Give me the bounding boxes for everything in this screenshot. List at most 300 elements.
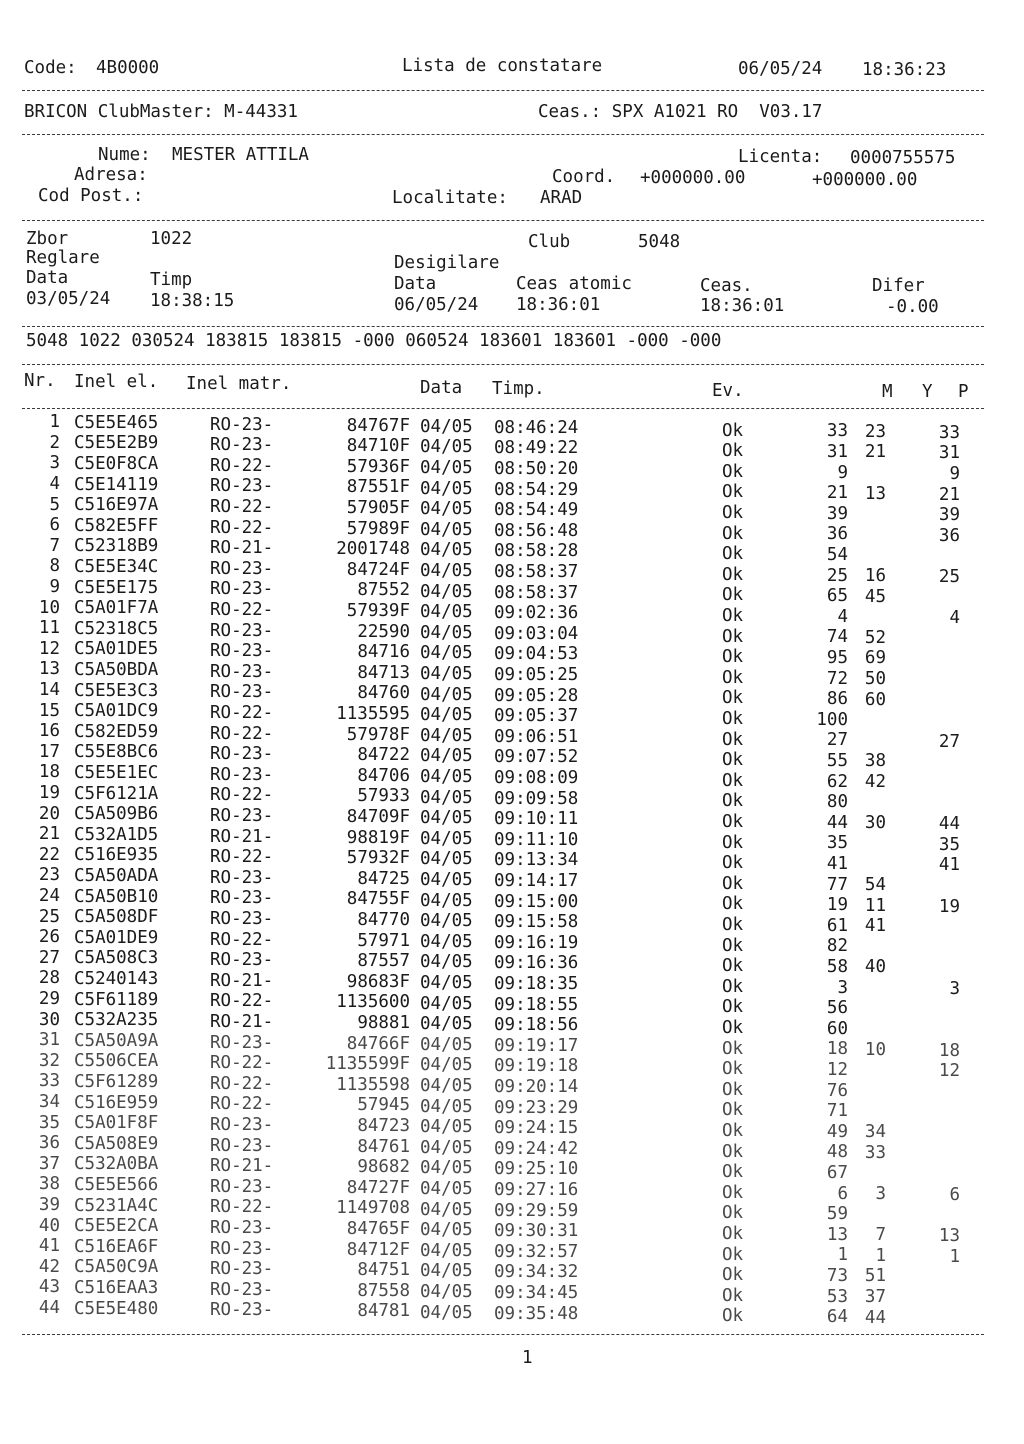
cell-inel-el: C516E935: [74, 845, 159, 866]
cell-ev: Ok: [722, 770, 744, 791]
cell-m: 49: [826, 1121, 848, 1142]
cell-nr: 32: [38, 1050, 60, 1071]
cell-y: 11: [864, 895, 886, 916]
cell-timp: 09:32:57: [494, 1241, 579, 1262]
cell-inel-matr-prefix: RO-21-: [210, 538, 274, 559]
cell-inel-matr-prefix: RO-23-: [210, 476, 274, 497]
cell-data: 04/05: [420, 1302, 473, 1323]
cell-y: 50: [864, 669, 886, 690]
cell-nr: 33: [38, 1071, 60, 1092]
cell-inel-matr-number: 98819F: [346, 827, 410, 848]
cell-m: 1: [837, 1245, 848, 1266]
difer-label: Difer: [872, 276, 925, 296]
cell-inel-matr-number: 84712F: [346, 1239, 410, 1260]
cell-p: 3: [949, 978, 960, 999]
cell-inel-matr-prefix: RO-23-: [210, 888, 274, 909]
cell-p: 9: [949, 463, 960, 484]
cell-nr: 4: [49, 473, 60, 494]
coord-value-2: +000000.00: [812, 170, 918, 190]
cell-data: 04/05: [420, 519, 473, 540]
clock-id: Ceas.: SPX A1021 RO V03.17: [538, 102, 823, 122]
table-row: [0, 473, 1024, 505]
table-row: [0, 988, 1024, 1019]
cell-data: 04/05: [420, 705, 473, 726]
cell-ev: Ok: [722, 667, 744, 688]
cell-ev: Ok: [722, 564, 744, 585]
cell-nr: 40: [38, 1215, 60, 1236]
cell-timp: 08:56:48: [494, 520, 579, 541]
cell-inel-el: C532A1D5: [74, 824, 159, 845]
cell-inel-matr-number: 84781: [357, 1301, 410, 1322]
cell-m: 55: [826, 750, 848, 771]
cell-nr: 22: [38, 844, 60, 865]
cell-m: 6: [837, 1183, 848, 1204]
cell-timp: 09:15:58: [494, 912, 579, 933]
cell-inel-el: C582E5FF: [74, 515, 159, 536]
cell-ev: Ok: [722, 1306, 744, 1327]
cell-inel-el: C5E14119: [74, 474, 159, 495]
table-row: [0, 1071, 1024, 1101]
cell-nr: 13: [38, 659, 60, 680]
cell-data: 04/05: [420, 849, 473, 870]
cell-ev: Ok: [722, 1059, 744, 1080]
cell-inel-matr-number: 87552: [357, 580, 410, 601]
cell-ev: Ok: [722, 729, 744, 750]
cell-nr: 12: [38, 638, 60, 659]
cell-data: 04/05: [420, 787, 473, 808]
cell-nr: 27: [38, 947, 60, 968]
coord-value-1: +000000.00: [640, 168, 746, 188]
cell-timp: 09:18:55: [494, 994, 579, 1015]
cell-nr: 14: [38, 679, 60, 700]
cell-timp: 08:58:28: [494, 541, 579, 562]
clubmaster-id: BRICON ClubMaster: M-44331: [24, 102, 298, 122]
cell-m: 71: [826, 1101, 848, 1122]
cell-data: 04/05: [420, 1282, 473, 1303]
cell-y: 33: [864, 1142, 886, 1163]
ceas-atomic-label: Ceas atomic: [516, 274, 632, 294]
cell-nr: 29: [38, 988, 60, 1009]
cell-y: 38: [864, 751, 886, 772]
cell-timp: 09:06:51: [494, 726, 579, 747]
cell-nr: 25: [38, 906, 60, 927]
cell-inel-el: C5A01DE5: [74, 639, 159, 660]
cell-ev: Ok: [722, 441, 744, 462]
cell-timp: 09:18:35: [494, 973, 579, 994]
cell-timp: 08:49:22: [494, 438, 579, 459]
cell-inel-el: C532A235: [74, 1010, 159, 1031]
separator: [22, 90, 984, 91]
cell-m: 67: [826, 1162, 848, 1183]
cell-ev: Ok: [722, 1265, 744, 1286]
cell-data: 04/05: [420, 561, 473, 582]
cell-timp: 08:54:49: [494, 500, 579, 521]
cell-inel-matr-number: 84760: [357, 683, 410, 704]
cell-data: 04/05: [420, 478, 473, 499]
cell-data: 04/05: [420, 870, 473, 891]
cell-nr: 9: [49, 576, 60, 597]
cell-m: 61: [826, 915, 848, 936]
cell-inel-el: C516E959: [74, 1092, 159, 1113]
cell-p: 39: [938, 505, 960, 526]
cell-p: 18: [938, 1040, 960, 1061]
page-number: 1: [522, 1348, 533, 1368]
cell-inel-matr-prefix: RO-22-: [210, 1053, 274, 1074]
cell-data: 04/05: [420, 725, 473, 746]
cell-nr: 16: [38, 721, 60, 742]
cell-ev: Ok: [722, 894, 744, 915]
desig-data: 06/05/24: [394, 295, 479, 315]
cell-nr: 8: [49, 556, 60, 577]
cell-inel-matr-number: 98682: [357, 1157, 410, 1178]
cell-inel-matr-prefix: RO-22-: [210, 702, 274, 723]
cell-inel-matr-number: 84713: [357, 662, 410, 683]
cell-y: 1: [875, 1245, 886, 1266]
cell-inel-el: C5E5E2B9: [74, 433, 159, 454]
cell-inel-el: C516EAA3: [74, 1278, 159, 1299]
cell-y: 51: [864, 1266, 886, 1287]
table-row: [0, 1009, 1024, 1039]
cell-ev: Ok: [722, 420, 744, 441]
cell-inel-matr-prefix: RO-22-: [210, 785, 274, 806]
cell-nr: 5: [49, 494, 60, 515]
nume-label: Nume:: [98, 145, 151, 165]
table-row: [0, 1133, 1024, 1163]
cell-nr: 20: [38, 803, 60, 824]
cell-m: 72: [826, 668, 848, 689]
cell-data: 04/05: [420, 931, 473, 952]
cell-m: 53: [826, 1286, 848, 1307]
cell-timp: 09:05:28: [494, 685, 579, 706]
cell-y: 13: [864, 483, 886, 504]
cell-inel-el: C5A50C9A: [74, 1257, 159, 1278]
cell-inel-matr-number: 84724F: [346, 559, 410, 580]
cell-y: 34: [864, 1122, 886, 1143]
cell-data: 04/05: [420, 416, 473, 437]
cell-y: 40: [864, 957, 886, 978]
cell-inel-matr-prefix: RO-22-: [210, 991, 274, 1012]
cell-data: 04/05: [420, 746, 473, 767]
separator: [22, 134, 984, 135]
cell-inel-el: C5F61189: [74, 989, 159, 1010]
cell-inel-el: C5A50B10: [74, 886, 159, 907]
cell-ev: Ok: [722, 873, 744, 894]
cell-p: 13: [938, 1226, 960, 1247]
cell-inel-matr-number: 87557: [357, 951, 410, 972]
cell-y: 60: [864, 689, 886, 710]
cell-inel-matr-number: 57905F: [346, 497, 410, 518]
coord-label: Coord.: [552, 167, 616, 187]
cell-nr: 30: [38, 1009, 60, 1030]
cell-nr: 31: [38, 1030, 60, 1051]
cell-m: 95: [826, 647, 848, 668]
cell-inel-matr-prefix: RO-23-: [210, 1259, 274, 1280]
localitate-label: Localitate:: [392, 188, 508, 208]
cell-inel-el: C5E5E34C: [74, 557, 159, 578]
cell-data: 04/05: [420, 1076, 473, 1097]
owner-name: MESTER ATTILA: [172, 145, 309, 165]
cell-inel-el: C5E5E465: [74, 412, 159, 433]
cell-y: 23: [864, 421, 886, 442]
cell-inel-matr-number: 84723: [357, 1115, 410, 1136]
table-row: [0, 1194, 1024, 1225]
table-row: [0, 412, 1024, 443]
separator: [22, 326, 984, 327]
cell-inel-matr-number: 84716: [357, 642, 410, 663]
cell-y: 44: [864, 1307, 886, 1328]
cell-inel-matr-number: 84765F: [346, 1218, 410, 1239]
cell-inel-el: C5A509B6: [74, 804, 159, 825]
cell-ev: Ok: [722, 1141, 744, 1162]
cell-inel-matr-number: 1135600: [336, 992, 410, 1013]
cell-p: 25: [938, 566, 960, 587]
cell-inel-matr-prefix: RO-23-: [210, 620, 274, 641]
cell-m: 13: [826, 1224, 848, 1245]
cell-y: 41: [864, 916, 886, 937]
table-row: [0, 700, 1024, 730]
codpost-label: Cod Post.:: [38, 186, 144, 206]
cell-ev: Ok: [722, 976, 744, 997]
localitate-value: ARAD: [540, 188, 583, 208]
cell-timp: 09:08:09: [494, 767, 579, 788]
cell-inel-matr-prefix: RO-21-: [210, 1011, 274, 1032]
cell-inel-matr-number: 1135595: [336, 703, 410, 724]
cell-y: 10: [864, 1039, 886, 1060]
cell-data: 04/05: [420, 952, 473, 973]
cell-y: 52: [864, 627, 886, 648]
cell-p: 27: [938, 731, 960, 752]
cell-ev: Ok: [722, 1017, 744, 1038]
cell-ev: Ok: [722, 1244, 744, 1265]
cell-inel-matr-number: 57989F: [346, 518, 410, 539]
cell-inel-matr-prefix: RO-23-: [210, 661, 274, 682]
table-row: [0, 679, 1024, 710]
cell-inel-el: C5A508C3: [74, 948, 159, 969]
cell-inel-matr-number: 84761: [357, 1136, 410, 1157]
cell-nr: 43: [38, 1277, 60, 1298]
cell-inel-matr-prefix: RO-21-: [210, 970, 274, 991]
col-timp: Timp.: [492, 379, 545, 399]
cell-data: 04/05: [420, 890, 473, 911]
cell-m: 82: [826, 936, 848, 957]
header-date: 06/05/24: [738, 59, 823, 79]
cell-ev: Ok: [722, 544, 744, 565]
cell-inel-matr-number: 84709F: [346, 806, 410, 827]
cell-timp: 09:05:37: [494, 706, 579, 727]
cell-m: 76: [826, 1080, 848, 1101]
cell-inel-matr-prefix: RO-22-: [210, 1073, 274, 1094]
cell-p: 36: [938, 525, 960, 546]
cell-inel-el: C5E0F8CA: [74, 454, 159, 475]
cell-inel-matr-prefix: RO-23-: [210, 414, 274, 435]
cell-m: 9: [837, 462, 848, 483]
cell-inel-matr-prefix: RO-21-: [210, 1156, 274, 1177]
cell-p: 31: [938, 443, 960, 464]
cell-ev: Ok: [722, 956, 744, 977]
cell-inel-el: C5A50BDA: [74, 660, 159, 681]
cell-data: 04/05: [420, 1158, 473, 1179]
cell-data: 04/05: [420, 1034, 473, 1055]
cell-ev: Ok: [722, 647, 744, 668]
cell-inel-el: C5E5E480: [74, 1298, 159, 1319]
cell-timp: 09:02:36: [494, 603, 579, 624]
cell-inel-matr-prefix: RO-23-: [210, 1114, 274, 1135]
cell-timp: 08:50:20: [494, 458, 579, 479]
cell-p: 6: [949, 1184, 960, 1205]
cell-inel-matr-prefix: RO-23-: [210, 764, 274, 785]
cell-inel-matr-prefix: RO-23-: [210, 1032, 274, 1053]
cell-m: 58: [826, 956, 848, 977]
cell-nr: 36: [38, 1133, 60, 1154]
cell-inel-matr-number: 98683F: [346, 971, 410, 992]
cell-ev: Ok: [722, 914, 744, 935]
reglare-timp: 18:38:15: [150, 291, 235, 311]
cell-timp: 09:03:04: [494, 623, 579, 644]
col-nr: Nr.: [24, 371, 56, 391]
cell-y: 42: [864, 772, 886, 793]
cell-timp: 09:10:11: [494, 809, 579, 830]
reglare-data: 03/05/24: [26, 289, 111, 309]
cell-inel-el: C55E8BC6: [74, 742, 159, 763]
cell-timp: 09:24:15: [494, 1118, 579, 1139]
zbor-value: 1022: [150, 229, 193, 249]
cell-inel-matr-number: 84727F: [346, 1177, 410, 1198]
table-row: [0, 638, 1024, 669]
cell-inel-matr-number: 57939F: [346, 600, 410, 621]
cell-data: 04/05: [420, 664, 473, 685]
cell-inel-matr-prefix: RO-23-: [210, 1238, 274, 1259]
cell-p: 44: [938, 814, 960, 835]
cell-inel-el: C516E97A: [74, 495, 159, 516]
cell-m: 44: [826, 812, 848, 833]
cell-m: 12: [826, 1059, 848, 1080]
cell-nr: 3: [49, 453, 60, 474]
cell-ev: Ok: [722, 750, 744, 771]
cell-inel-matr-number: 1135598: [336, 1074, 410, 1095]
cell-ev: Ok: [722, 935, 744, 956]
cell-nr: 38: [38, 1174, 60, 1195]
cell-data: 04/05: [420, 1137, 473, 1158]
cell-inel-el: C532A0BA: [74, 1154, 159, 1175]
cell-timp: 09:20:14: [494, 1076, 579, 1097]
cell-nr: 28: [38, 968, 60, 989]
cell-inel-matr-prefix: RO-22-: [210, 496, 274, 517]
table-row: [0, 618, 1024, 648]
cell-m: 48: [826, 1142, 848, 1163]
cell-data: 04/05: [420, 828, 473, 849]
cell-inel-matr-prefix: RO-23-: [210, 641, 274, 662]
desig-ceas: 18:36:01: [700, 296, 785, 316]
cell-data: 04/05: [420, 767, 473, 788]
col-ev: Ev.: [712, 381, 744, 401]
cell-inel-matr-number: 1135599F: [325, 1054, 410, 1075]
cell-inel-matr-prefix: RO-23-: [210, 908, 274, 929]
cell-data: 04/05: [420, 1179, 473, 1200]
cell-inel-matr-prefix: RO-22-: [210, 517, 274, 538]
cell-inel-el: C52318C5: [74, 618, 159, 639]
cell-m: 86: [826, 689, 848, 710]
cell-nr: 17: [38, 741, 60, 762]
cell-ev: Ok: [722, 605, 744, 626]
cell-ev: Ok: [722, 626, 744, 647]
cell-data: 04/05: [420, 622, 473, 643]
cell-inel-matr-number: 57932F: [346, 848, 410, 869]
desigilare-label: Desigilare: [394, 253, 500, 273]
cell-timp: 09:34:32: [494, 1262, 579, 1283]
table-row: [0, 1153, 1024, 1183]
cell-inel-matr-prefix: RO-21-: [210, 826, 274, 847]
code-value: 4B0000: [96, 58, 160, 78]
cell-inel-matr-prefix: RO-22-: [210, 1094, 274, 1115]
cell-ev: Ok: [722, 502, 744, 523]
cell-inel-el: C5240143: [74, 969, 159, 990]
cell-ev: Ok: [722, 1162, 744, 1183]
table-row: [0, 1112, 1024, 1143]
club-value: 5048: [638, 232, 681, 252]
cell-inel-el: C5231A4C: [74, 1195, 159, 1216]
cell-y: 7: [875, 1225, 886, 1246]
cell-ev: Ok: [722, 482, 744, 503]
code-label: Code:: [24, 58, 77, 78]
cell-inel-matr-number: 87551F: [346, 477, 410, 498]
cell-data: 04/05: [420, 1117, 473, 1138]
cell-m: 39: [826, 503, 848, 524]
cell-inel-matr-number: 2001748: [336, 539, 410, 560]
cell-ev: Ok: [722, 1223, 744, 1244]
cell-inel-matr-number: 84722: [357, 745, 410, 766]
document-title: Lista de constatare: [402, 56, 603, 76]
cell-inel-matr-prefix: RO-23-: [210, 558, 274, 579]
cell-p: 4: [949, 608, 960, 629]
separator: [22, 408, 984, 409]
table-row: [0, 947, 1024, 978]
cell-inel-el: C5F61289: [74, 1072, 159, 1093]
cell-timp: 09:15:00: [494, 891, 579, 912]
cell-m: 36: [826, 524, 848, 545]
cell-ev: Ok: [722, 1182, 744, 1203]
col-y: Y: [922, 382, 933, 402]
cell-inel-matr-number: 87558: [357, 1280, 410, 1301]
cell-inel-matr-prefix: RO-23-: [210, 867, 274, 888]
cell-inel-matr-number: 57971: [357, 930, 410, 951]
cell-ev: Ok: [722, 1100, 744, 1121]
cell-inel-matr-prefix: RO-22-: [210, 929, 274, 950]
club-label: Club: [528, 232, 571, 252]
cell-data: 04/05: [420, 643, 473, 664]
cell-data: 04/05: [420, 458, 473, 479]
cell-ev: Ok: [722, 1079, 744, 1100]
cell-data: 04/05: [420, 1240, 473, 1261]
cell-nr: 2: [49, 432, 60, 453]
cell-timp: 09:19:17: [494, 1035, 579, 1056]
cell-inel-el: C516EA6F: [74, 1236, 159, 1257]
col-m: M: [882, 382, 893, 402]
cell-inel-matr-number: 57936F: [346, 456, 410, 477]
cell-inel-matr-number: 84751: [357, 1260, 410, 1281]
cell-inel-el: C5A01DE9: [74, 927, 159, 948]
reglare-data-label: Data: [26, 268, 69, 288]
ceas-label: Ceas.: [700, 276, 753, 296]
cell-inel-el: C5E5E1EC: [74, 763, 159, 784]
cell-timp: 08:54:29: [494, 479, 579, 500]
cell-inel-matr-prefix: RO-23-: [210, 744, 274, 765]
cell-ev: Ok: [722, 688, 744, 709]
cell-inel-el: C5F6121A: [74, 783, 159, 804]
cell-y: 54: [864, 875, 886, 896]
cell-inel-matr-prefix: RO-22-: [210, 599, 274, 620]
cell-m: 54: [826, 544, 848, 565]
cell-y: 45: [864, 586, 886, 607]
